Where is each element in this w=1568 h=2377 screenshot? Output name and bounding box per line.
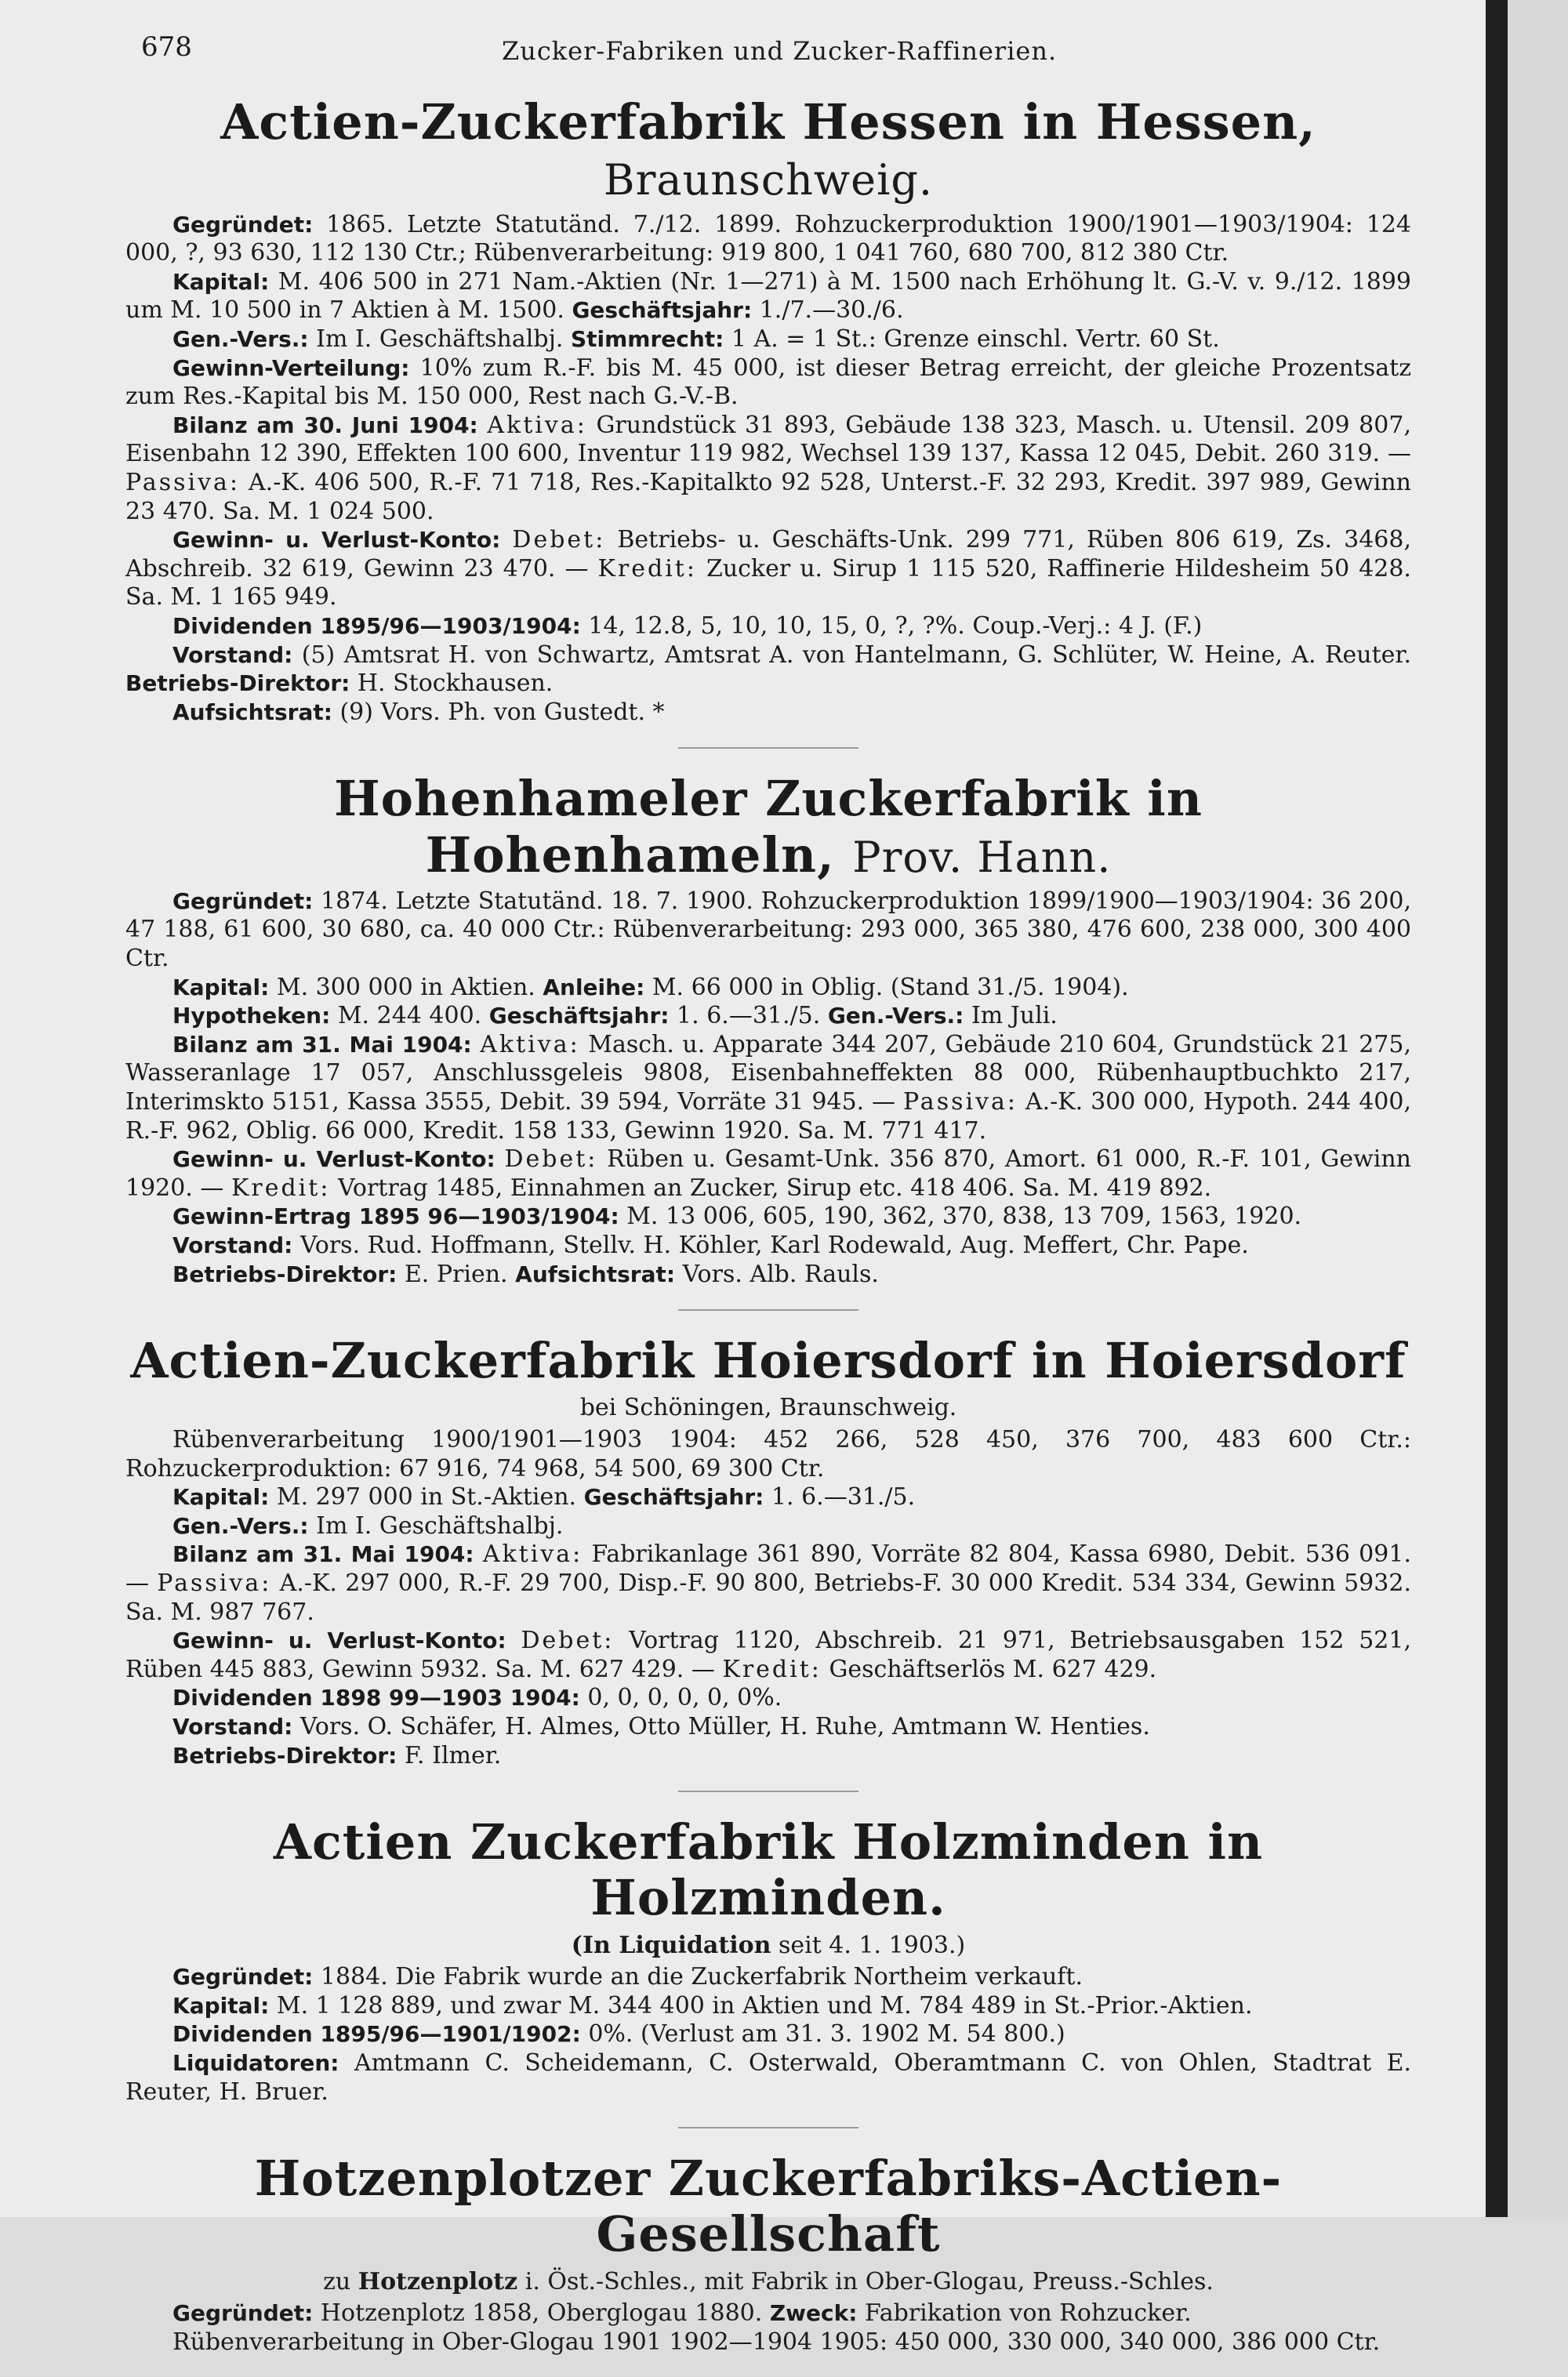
entry-paragraph [125, 1512, 1411, 1541]
entry-paragraph [125, 412, 1411, 526]
entry-label: Kapital: [172, 1992, 270, 2019]
entry-text: 1874. Letzte Statutänd. 18. 7. 1900. Rohzuckerproduktion 1899/1900—1903/1904: 36 200, 47 188, 61 600, 30 680, ca. 40 000 Ctr.: Rübenverarbeitung: 293 000, 365 380, 476 600, 238 000, 300 400 Ctr. [125, 887, 1411, 973]
entry-label: Liquidatoren: [172, 2049, 339, 2076]
entry-label: Gewinn- u. Verlust-Konto: [172, 527, 501, 553]
entry-spaced: Debet: [504, 1145, 598, 1174]
entry-paragraph [125, 211, 1411, 268]
entry-text: 10% zum R.-F. bis M. 45 000, ist dieser Betrag erreicht, der gleiche Prozentsatz zum Res.-Kapital bis M. 150 000, Rest nach G.-V.-B. [125, 354, 1411, 411]
entry-paragraph [125, 1002, 1411, 1031]
entry-label: Geschäftsjahr: [488, 1003, 670, 1029]
entry-text: Vortrag 1120, Abschreib. 21 971, Betriebsausgaben 152 521, Rüben 445 883, Gewinn 5932. Sa. M. 627 429. — [125, 1627, 1411, 1683]
entry-label: Gewinn- u. Verlust-Konto: [172, 1628, 506, 1654]
entry-paragraph [125, 1483, 1411, 1512]
company-entry [125, 94, 1411, 727]
company-name: Hotzenplotzer Zuckerfabriks-Actien-Gesellschaft [254, 2150, 1283, 2263]
subtitle-bold: Hotzenplotz [358, 2267, 518, 2295]
entry-text: (9) Vors. Ph. von Gustedt. * [339, 698, 665, 726]
entry-paragraph [125, 1992, 1411, 2021]
entry-label: Geschäftsjahr: [572, 297, 753, 324]
entry-paragraph [125, 1426, 1411, 1483]
entry-text: A.-K. 406 500, R.-F. 71 718, Res.-Kapitalkto 92 528, Unterst.-F. 32 293, Kredit. 397 989, Gewinn 23 470. Sa. M. 1 024 500. [125, 468, 1411, 525]
company-subtitle [125, 2267, 1411, 2297]
entry-label: Gen.-Vers.: [172, 325, 309, 352]
entry-text: Im I. Geschäftshalbj. [316, 325, 564, 353]
entry-label: Aufsichtsrat: [515, 1261, 676, 1287]
company-title [125, 94, 1411, 206]
subtitle-prefix: zu [323, 2267, 351, 2295]
entry-text: Zucker u. Sirup 1 115 520, Raffinerie Hildesheim 50 428. Sa. M. 1 165 949. [125, 554, 1411, 611]
company-title [125, 1333, 1411, 1388]
entry-text: 1 A. = 1 St.: Grenze einschl. Vertr. 60 St. [731, 325, 1220, 353]
company-title [125, 1814, 1411, 1926]
entry-text: M. 13 006, 605, 190, 362, 370, 838, 13 709, 1563, 1920. [626, 1203, 1302, 1231]
entry-text: Grundstück 31 893, Gebäude 138 323, Masch. u. Utensil. 209 807, Eisenbahn 12 390, Effekten 100 600, Inventur 119 982, Wechsel 139 137, Kassa 12 045, Debit. 260 319. — [125, 411, 1411, 468]
entry-label: Kapital: [172, 268, 270, 295]
entry-paragraph [125, 2049, 1411, 2107]
entry-text: Masch. u. Apparate 344 207, Gebäude 210 604, Grundstück 21 275, Wasseranlage 17 057, Anschlussgeleis 9808, Eisenbahneffekten 88 000, Rübenhauptbuchkto 217, Interimskto 5151, Kassa 3555, Debit. 39 594, Vorräte 31 945. — [125, 1030, 1411, 1116]
entry-label: Kapital: [172, 974, 270, 1000]
company-name: Actien Zuckerfabrik Holzminden in Holzminden. [273, 1813, 1264, 1927]
entry-text: Rüben u. Gesamt-Unk. 356 870, Amort. 61 000, R.-F. 101, Gewinn 1920. — [125, 1145, 1411, 1202]
entry-paragraph [125, 1203, 1411, 1232]
subtitle-bold: (In Liquidation [571, 1931, 771, 1959]
entry-paragraph [125, 1963, 1411, 1992]
entry-paragraph [125, 1684, 1411, 1713]
entry-text: A.-K. 300 000, Hypoth. 244 400, R.-F. 962, Oblig. 66 000, Kredit. 158 133, Gewinn 1920. Sa. M. 771 417. [125, 1088, 1412, 1145]
section-divider [678, 747, 858, 749]
entry-label: Vorstand: [172, 1232, 293, 1258]
entry-spaced: Passiva: [157, 1569, 272, 1597]
section-divider [678, 2127, 858, 2128]
company-title [125, 771, 1411, 883]
entry-label: Betriebs-Direktor: [172, 1261, 397, 1287]
entry-text: 1884. Die Fabrik wurde an die Zuckerfabrik Northeim verkauft. [320, 1963, 1083, 1991]
company-entry [125, 1333, 1411, 1770]
subtitle: i. Öst.-Schles., mit Fabrik in Ober-Glogau, Preuss.-Schles. [524, 2267, 1214, 2295]
entry-text: Geschäftserlös M. 627 429. [829, 1655, 1157, 1683]
entry-text: 1./7.—30./6. [759, 296, 904, 325]
entry-spaced: Kredit: [722, 1655, 822, 1683]
entry-text: Betriebs- u. Geschäfts-Unk. 299 771, Rüben 806 619, Zs. 3468, Abschreib. 32 619, Gewinn 23 470. — [125, 526, 1411, 582]
entry-paragraph [125, 2299, 1411, 2328]
company-place: Prov. Hann. [852, 832, 1112, 882]
entry-label: Gewinn-Verteilung: [172, 354, 410, 381]
entry-label: Dividenden 1898 99—1903 1904: [172, 1685, 580, 1711]
entry-label: Gewinn-Ertrag 1895 96—1903/1904: [172, 1203, 619, 1230]
entry-text: 0, 0, 0, 0, 0, 0%. [587, 1684, 782, 1712]
entry-text: A.-K. 297 000, R.-F. 29 700, Disp.-F. 90 800, Betriebs-F. 30 000 Kredit. 534 334, Gewinn 5932. Sa. M. 987 767. [125, 1569, 1411, 1626]
entry-paragraph [125, 1232, 1411, 1261]
company-name: Actien-Zuckerfabrik Hoiersdorf in Hoiersdorf [130, 1332, 1406, 1390]
subtitle: seit 4. 1. 1903.) [778, 1931, 966, 1959]
entry-text: Rübenverarbeitung in Ober-Glogau 1901 1902—1904 1905: 450 000, 330 000, 340 000, 386 000 Ctr. [172, 2328, 1381, 2356]
entry-text: M. 1 128 889, und zwar M. 344 400 in Aktien und M. 784 489 in St.-Prior.-Aktien. [276, 1991, 1253, 2020]
entry-text: Vors. Alb. Rauls. [682, 1260, 879, 1288]
entry-label: Betriebs-Direktor: [172, 1742, 397, 1769]
entry-text: M. 244 400. [337, 1002, 482, 1030]
entry-text: Im Juli. [971, 1002, 1058, 1030]
entry-spaced: Kredit: [597, 554, 697, 582]
entry-spaced: Aktiva: [487, 411, 587, 439]
company-name: Hohenhameler Zuckerfabrik in Hohenhameln, [334, 770, 1203, 884]
entry-spaced: Aktiva: [482, 1541, 583, 1569]
entry-label: Gewinn- u. Verlust-Konto: [172, 1146, 495, 1173]
entry-paragraph [125, 325, 1411, 354]
entry-label: Vorstand: [172, 641, 293, 668]
entry-label: Gen.-Vers.: [172, 1512, 309, 1539]
entry-spaced: Passiva: [125, 468, 241, 496]
entry-label: Gegründet: [172, 1964, 314, 1991]
entry-paragraph [125, 1627, 1411, 1684]
entry-text: Im I. Geschäftshalbj. [316, 1511, 564, 1540]
entry-paragraph [125, 699, 1411, 728]
header-title: Zucker-Fabriken und Zucker-Raffinerien. [502, 36, 1058, 66]
entry-text: Fabrikation von Rohzucker. [864, 2299, 1192, 2328]
page-content [125, 94, 1411, 2377]
entry-spaced: Debet: [512, 526, 606, 554]
company-title [125, 2150, 1411, 2263]
entry-label: Gen.-Vers.: [827, 1003, 964, 1029]
company-entry [125, 771, 1411, 1289]
entry-text: Amtmann C. Scheidemann, C. Osterwald, Oberamtmann C. von Ohlen, Stadtrat E. Reuter, H. Bruer. [125, 2049, 1411, 2106]
entry-paragraph [125, 1742, 1411, 1771]
entry-text: F. Ilmer. [404, 1741, 502, 1769]
entry-paragraph [125, 1145, 1411, 1203]
entry-paragraph [125, 1031, 1411, 1145]
entry-spaced: Aktiva: [480, 1030, 580, 1058]
entry-label: Bilanz am 30. Juni 1904: [172, 412, 478, 438]
company-entry [125, 1814, 1411, 2107]
entry-text: M. 297 000 in St.-Aktien. [276, 1483, 577, 1511]
entry-text: Hotzenplotz 1858, Oberglogau 1880. [320, 2299, 763, 2328]
entry-text: Vortrag 1485, Einnahmen an Zucker, Sirup etc. 418 406. Sa. M. 419 892. [337, 1174, 1212, 1202]
entry-paragraph [125, 1261, 1411, 1290]
entry-text: Fabrikanlage 361 890, Vorräte 82 804, Kassa 6980, Debit. 536 091. — [125, 1541, 1411, 1597]
entry-label: Aufsichtsrat: [172, 699, 332, 725]
entry-label: Stimmrecht: [570, 325, 724, 352]
entry-paragraph [125, 526, 1411, 612]
company-place: Braunschweig. [603, 155, 934, 205]
company-name: Actien-Zuckerfabrik Hessen in Hessen, [220, 93, 1316, 151]
running-head [141, 31, 1411, 71]
entry-label: Gegründet: [172, 887, 314, 914]
entry-text: Vors. O. Schäfer, H. Almes, Otto Müller, H. Ruhe, Amtmann W. Henties. [299, 1712, 1150, 1740]
entry-paragraph [125, 1713, 1411, 1742]
entry-label: Zweck: [769, 2300, 858, 2327]
entry-text: Vors. Rud. Hoffmann, Stellv. H. Köhler, Karl Rodewald, Aug. Meffert, Chr. Pape. [299, 1232, 1249, 1259]
entry-paragraph [125, 612, 1411, 641]
entry-label: Dividenden 1895/96—1901/1902: [172, 2021, 581, 2048]
binding-edge [1486, 0, 1508, 2217]
entry-label: Betriebs-Direktor: [125, 670, 350, 697]
entry-label: Geschäftsjahr: [583, 1484, 764, 1511]
entry-text: 1865. Letzte Statutänd. 7./12. 1899. Rohzuckerproduktion 1900/1901—1903/1904: 124 000, ?, 93 630, 112 130 Ctr.; Rübenverarbeitung: 919 800, 1 041 760, 680 700, 812 380 Ctr. [125, 210, 1412, 267]
entry-label: Bilanz am 31. Mai 1904: [172, 1541, 474, 1568]
entry-paragraph [125, 2020, 1411, 2049]
entry-label: Dividenden 1895/96—1903/1904: [172, 612, 581, 639]
company-subtitle [125, 1393, 1411, 1423]
entry-spaced: Kredit: [230, 1174, 331, 1202]
entry-label: Kapital: [172, 1484, 270, 1511]
company-subtitle [125, 1931, 1411, 1961]
entry-paragraph [125, 354, 1411, 412]
subtitle: bei Schöningen, Braunschweig. [579, 1394, 957, 1422]
section-divider [678, 1309, 858, 1311]
company-entry [125, 2150, 1411, 2357]
entry-text: M. 66 000 in Oblig. (Stand 31./5. 1904). [652, 973, 1129, 1001]
entry-label: Vorstand: [172, 1713, 293, 1740]
entry-label: Anleihe: [543, 974, 645, 1000]
entry-spaced: Debet: [521, 1627, 615, 1655]
entry-text: 14, 12.8, 5, 10, 10, 15, 0, ?, ?%. Coup.-Verj.: 4 J. (F.) [588, 611, 1203, 640]
entry-label: Gegründet: [172, 2300, 314, 2327]
entry-label: Hypotheken: [172, 1003, 331, 1029]
entry-text: 0%. (Verlust am 31. 3. 1902 M. 54 800.) [588, 2020, 1065, 2049]
entry-text: M. 406 500 in 271 Nam.-Aktien (Nr. 1—271) à M. 1500 nach Erhöhung lt. G.-V. v. 9./12. 1899 um M. 10 500 in 7 Aktien à M. 1500. [125, 267, 1411, 325]
entry-text: E. Prien. [404, 1260, 508, 1288]
scan-margin [1508, 0, 1568, 2217]
entry-text: H. Stockhausen. [357, 670, 554, 698]
entry-text: (5) Amtsrat H. von Schwartz, Amtsrat A. von Hantelmann, G. Schlüter, W. Heine, A. Reuter. [301, 641, 1411, 669]
entry-text: Rübenverarbeitung 1900/1901—1903 1904: 452 266, 528 450, 376 700, 483 600 Ctr.: Rohzuckerproduktion: 67 916, 74 968, 54 500, 69 300 Ctr. [125, 1425, 1411, 1482]
entry-spaced: Passiva: [902, 1088, 1018, 1116]
entry-paragraph [125, 974, 1411, 1003]
entry-label: Bilanz am 31. Mai 1904: [172, 1031, 472, 1058]
entry-text: 1. 6.—31./5. [677, 1002, 821, 1030]
page-number: 678 [141, 31, 192, 63]
entry-label: Gegründet: [172, 211, 314, 238]
entry-paragraph [125, 2328, 1411, 2357]
entry-paragraph [125, 1541, 1411, 1627]
entry-text: 1. 6.—31./5. [771, 1483, 916, 1511]
section-divider [678, 1791, 858, 1792]
entry-paragraph [125, 887, 1411, 974]
entry-paragraph [125, 268, 1411, 325]
entry-paragraph [125, 641, 1411, 699]
entry-text: M. 300 000 in Aktien. [276, 973, 535, 1001]
